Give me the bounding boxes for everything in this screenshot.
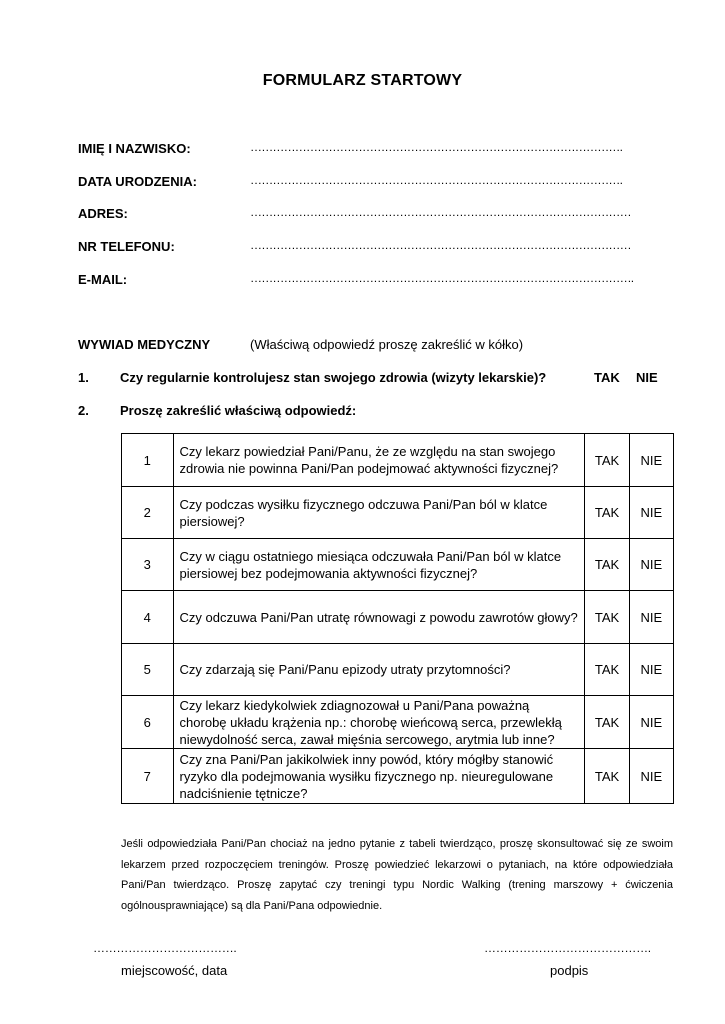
field-address — [78, 206, 638, 224]
table-row — [122, 749, 674, 804]
field-label: DATA URODZENIA: — [78, 174, 197, 189]
full-name-input-line[interactable]: ………………………………………………………………………………………. — [250, 140, 623, 154]
question-number: 2. — [78, 403, 89, 418]
row-question: Czy lekarz powiedział Pani/Panu, że ze względu na stan swojego zdrowia nie powinna Pani/Pan podejmować aktywności fizycznej? — [173, 434, 585, 487]
table-row — [122, 487, 674, 539]
field-label: ADRES: — [78, 206, 128, 221]
medical-section-title: WYWIAD MEDYCZNY — [78, 337, 211, 352]
field-email — [78, 272, 638, 290]
row-question: Czy zdarzają się Pani/Panu epizody utraty przytomności? — [173, 644, 585, 696]
answer-yes-option[interactable]: TAK — [585, 591, 629, 644]
field-label: NR TELEFONU: — [78, 239, 175, 254]
field-birth-date — [78, 174, 638, 192]
table-row — [122, 591, 674, 644]
medical-questions-table — [121, 433, 674, 804]
birth-date-input-line[interactable]: ………………………………………………………………………………………. — [250, 173, 623, 187]
answer-no-option[interactable]: NIE — [636, 370, 658, 385]
answer-yes-option[interactable]: TAK — [585, 539, 629, 591]
row-number: 3 — [122, 539, 174, 591]
answer-yes-option[interactable]: TAK — [585, 696, 629, 749]
answer-no-option[interactable]: NIE — [629, 696, 673, 749]
answer-yes-option[interactable]: TAK — [585, 644, 629, 696]
address-input-line[interactable]: ………………………………………………………………………………………… — [250, 205, 631, 219]
answer-no-option[interactable]: NIE — [629, 591, 673, 644]
row-number: 2 — [122, 487, 174, 539]
row-number: 6 — [122, 696, 174, 749]
row-number: 7 — [122, 749, 174, 804]
answer-no-option[interactable]: NIE — [629, 487, 673, 539]
table-row — [122, 539, 674, 591]
consultation-paragraph: Jeśli odpowiedziała Pani/Pan chociaż na jedno pytanie z tabeli twierdząco, proszę skonsultować się ze swoim lekarzem przed rozpoczęciem treningów. Proszę powiedzieć lekarzowi o pytaniach, na które odpowiedziała Pani/Pan twierdząco. Proszę zapytać czy treningi typu Nordic Walking (trening marszowy + ćwiczenia ogólnousprawniające) są dla Pani/Pana odpowiednie. — [121, 838, 673, 912]
table-row — [122, 434, 674, 487]
answer-yes-option[interactable]: TAK — [594, 370, 620, 385]
row-number: 5 — [122, 644, 174, 696]
answer-yes-option[interactable]: TAK — [585, 749, 629, 804]
row-question: Czy podczas wysiłku fizycznego odczuwa Pani/Pan ból w klatce piersiowej? — [173, 487, 585, 539]
question-text: Proszę zakreślić właściwą odpowiedź: — [120, 403, 357, 418]
email-input-line[interactable]: …………………………………………………………………………………………. — [250, 271, 634, 285]
medical-section-note: (Właściwą odpowiedź proszę zakreślić w kółko) — [250, 337, 524, 352]
row-question: Czy odczuwa Pani/Pan utratę równowagi z powodu zawrotów głowy? — [173, 591, 585, 644]
page-title: FORMULARZ STARTOWY — [262, 72, 463, 89]
answer-yes-option[interactable]: TAK — [585, 487, 629, 539]
table-row — [122, 644, 674, 696]
answer-no-option[interactable]: NIE — [629, 539, 673, 591]
signature-line[interactable]: ……………………………………. — [484, 941, 651, 955]
answer-no-option[interactable]: NIE — [629, 434, 673, 487]
phone-input-line[interactable]: ………………………………………………………………………………………… — [250, 238, 631, 252]
question-text: Czy regularnie kontrolujesz stan swojego zdrowia (wizyty lekarskie)? — [120, 370, 547, 385]
field-label: E-MAIL: — [78, 272, 128, 287]
row-question: Czy w ciągu ostatniego miesiąca odczuwała Pani/Pan ból w klatce piersiowej bez podejmowania aktywności fizycznej? — [173, 539, 585, 591]
field-label: IMIĘ I NAZWISKO: — [78, 141, 191, 156]
row-number: 1 — [122, 434, 174, 487]
row-number: 4 — [122, 591, 174, 644]
answer-no-option[interactable]: NIE — [629, 644, 673, 696]
question-number: 1. — [78, 370, 89, 385]
row-question: Czy zna Pani/Pan jakikolwiek inny powód, który mógłby stanowić ryzyko dla podejmowania wysiłku fizycznego np. nieuregulowane nadciśnienie tętnicze? — [173, 749, 585, 804]
answer-no-option[interactable]: NIE — [629, 749, 673, 804]
row-question: Czy lekarz kiedykolwiek zdiagnozował u Pani/Pana poważną chorobę układu krążenia np.: chorobę wieńcową serca, przewlekłą niewydolność serca, zawał mięśnia sercowego, arytmia lub inne? — [173, 696, 585, 749]
table-row — [122, 696, 674, 749]
field-full-name — [78, 141, 638, 159]
place-date-line[interactable]: ………………………………. — [93, 941, 237, 955]
signature-label: podpis — [550, 963, 589, 978]
answer-yes-option[interactable]: TAK — [585, 434, 629, 487]
field-phone — [78, 239, 638, 257]
place-date-label: miejscowość, data — [121, 963, 228, 978]
